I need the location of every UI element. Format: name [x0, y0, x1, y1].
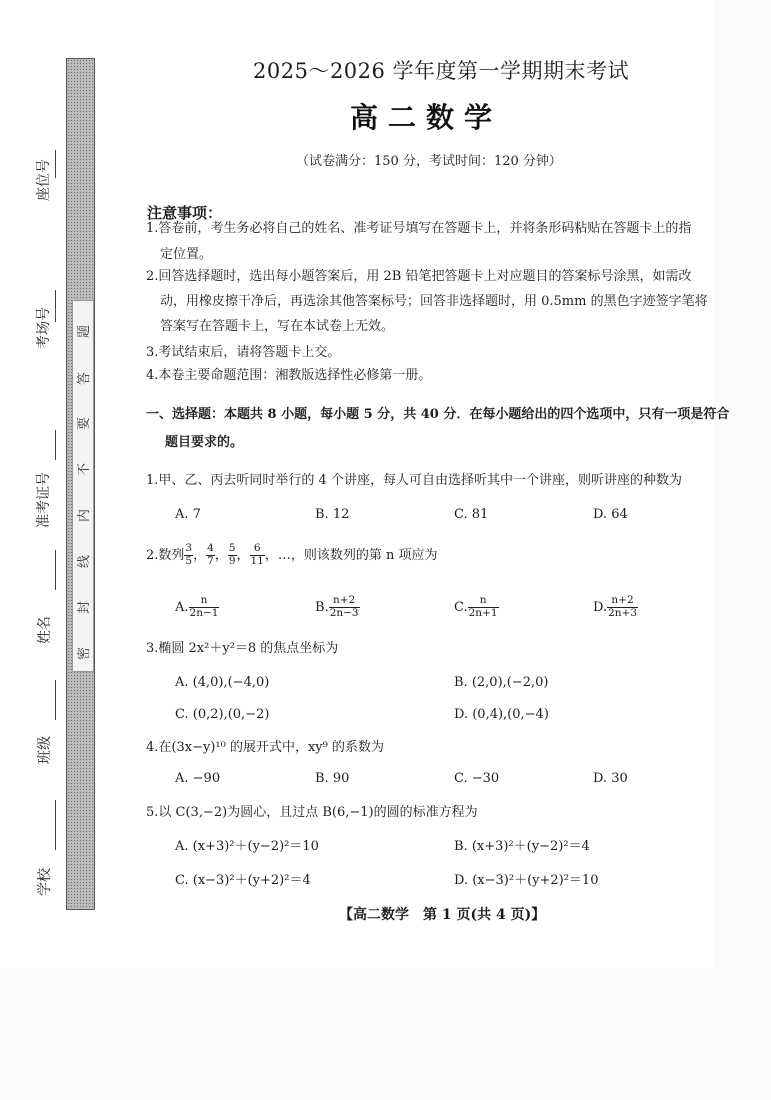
- q2-option-b-label: B.: [315, 599, 329, 615]
- binding-char: 封: [77, 601, 92, 615]
- binding-char: 题: [77, 325, 92, 339]
- q5-option-d: D. (x−3)²＋(y+2)²＝10: [454, 873, 599, 888]
- q2-term-4-num: 6: [250, 543, 265, 555]
- q2-option-b-frac: [329, 595, 360, 618]
- q2-term-3: [228, 543, 237, 566]
- q2-option-a-frac: [189, 595, 220, 618]
- room-number-line: [55, 290, 56, 322]
- name-line: [55, 550, 56, 590]
- notes-title: 注意事项：: [147, 204, 223, 222]
- q2-term-2-den: 7: [207, 554, 214, 567]
- q2-option-d-den: 2n+3: [608, 606, 638, 619]
- q2-option-d-frac: [607, 595, 638, 618]
- question-1-stem: 1.甲、乙、丙去听同时举行的 4 个讲座，每人可自由选择听其中一个讲座，则听讲座的种数为: [146, 473, 682, 488]
- q2-option-c-label: C.: [454, 599, 468, 615]
- binding-char: 内: [77, 509, 92, 523]
- binding-char: 要: [77, 417, 92, 431]
- question-3-stem: 3.椭圆 2x²＋y²＝8 的焦点坐标为: [146, 641, 339, 656]
- name-label: 姓名: [37, 616, 53, 644]
- admission-number-label: 准考证号: [36, 472, 52, 528]
- q5-option-c: C. (x−3)²＋(y+2)²＝4: [175, 873, 311, 888]
- q1-option-d: D. 64: [593, 507, 628, 522]
- q4-option-c: C. −30: [454, 771, 500, 786]
- page-footer: 【高二数学 第 1 页(共 4 页)】: [339, 907, 546, 923]
- q2-term-4: [250, 543, 265, 566]
- note-line: 2.回答选择题时，选出每小题答案后，用 2B 铅笔把答题卡上对应题目的答案标号涂黑，如需改: [146, 269, 692, 284]
- binding-char: 密: [77, 647, 92, 661]
- q4-option-b: B. 90: [315, 771, 350, 786]
- q2-option-d-num: n+2: [607, 595, 638, 607]
- q2-prefix: 2.数列: [146, 547, 185, 563]
- q2-term-2: [206, 543, 215, 566]
- seat-number-line: [55, 150, 56, 178]
- subject-title: 高二数学: [350, 101, 503, 134]
- q2-option-a-num: n: [189, 595, 220, 607]
- note-line: 动，用橡皮擦干净后，再选涂其他答案标号；回答非选择题时，用 0.5mm 的黑色字迹签字笔将: [160, 294, 708, 309]
- q1-option-c: C. 81: [454, 507, 489, 522]
- q2-suffix: ，…，则该数列的第 n 项应为: [264, 547, 438, 563]
- q2-option-c-den: 2n+1: [468, 606, 498, 619]
- room-number-label: 考场号: [36, 307, 52, 349]
- q1-option-b: B. 12: [315, 507, 350, 522]
- q2-term-3-num: 5: [228, 542, 236, 555]
- q2-option-b-num: n+2: [329, 595, 360, 607]
- q2-term-2-num: 4: [207, 542, 214, 555]
- q2-option-a-label: A.: [175, 599, 189, 615]
- q2-term-1: [184, 543, 193, 566]
- q5-option-b: B. (x+3)²＋(y−2)²＝4: [454, 839, 590, 854]
- q2-comma: ，: [214, 547, 228, 563]
- q5-option-a: A. (x+3)²＋(y−2)²＝10: [175, 839, 319, 854]
- question-4-stem: 4.在(3x−y)¹⁰ 的展开式中，xy⁹ 的系数为: [146, 740, 384, 755]
- q2-term-1-num: 3: [185, 542, 193, 555]
- q2-term-3-den: 9: [228, 554, 236, 567]
- q1-option-a: A. 7: [175, 507, 201, 522]
- q3-option-b: B. (2,0),(−2,0): [454, 675, 549, 690]
- binding-warning-box: [72, 300, 94, 672]
- exam-info: （试卷满分：150 分，考试时间：120 分钟）: [296, 154, 562, 169]
- question-5-stem: 5.以 C(3,−2)为圆心，且过点 B(6,−1)的圆的标准方程为: [146, 805, 478, 820]
- note-line: 1.答卷前，考生务必将自己的姓名、准考证号填写在答题卡上，并将条形码粘贴在答题卡上的指: [146, 221, 692, 236]
- q2-option-c-frac: [468, 595, 499, 618]
- q2-option-a-den: 2n−1: [189, 606, 219, 619]
- binding-char: 线: [77, 555, 92, 569]
- class-line: [55, 680, 56, 720]
- q4-option-a: A. −90: [175, 771, 221, 786]
- note-line: 答案写在答题卡上，写在本试卷上无效。: [160, 319, 395, 334]
- note-line: 4.本卷主要命题范围：湘教版选择性必修第一册。: [146, 368, 432, 383]
- q3-option-c: C. (0,2),(0,−2): [175, 707, 270, 722]
- admission-number-line: [55, 430, 56, 460]
- q2-option-d-label: D.: [593, 599, 608, 615]
- q2-option-c: [454, 592, 499, 622]
- question-2-stem: [146, 541, 438, 569]
- section-heading-cont: 题目要求的。: [165, 435, 244, 450]
- q2-comma: ，: [193, 547, 207, 563]
- seat-number-label: 座位号: [36, 159, 52, 201]
- binding-char: 不: [77, 463, 92, 477]
- q4-option-d: D. 30: [593, 771, 628, 786]
- q2-option-c-num: n: [468, 595, 499, 607]
- q3-option-a: A. (4,0),(−4,0): [175, 675, 270, 690]
- q2-option-d: [593, 592, 638, 622]
- q2-option-a: [175, 592, 219, 622]
- school-line: [55, 800, 56, 850]
- exam-title: 2025～2026 学年度第一学期期末考试: [253, 59, 630, 83]
- class-label: 班级: [37, 736, 53, 764]
- section-heading: 一、选择题：本题共 8 小题，每小题 5 分，共 40 分．在每小题给出的四个选项中，只有一项是符合: [146, 407, 730, 422]
- q3-option-d: D. (0,4),(0,−4): [454, 707, 549, 722]
- binding-char: 答: [77, 372, 92, 386]
- q2-term-4-den: 11: [250, 554, 264, 567]
- q2-option-b-den: 2n−3: [329, 606, 359, 619]
- note-line: 3.考试结束后，请将答题卡上交。: [146, 345, 341, 360]
- q2-comma: ，: [236, 547, 250, 563]
- q2-option-b: [315, 592, 360, 622]
- note-line: 定位置。: [160, 247, 213, 262]
- q2-term-1-den: 5: [185, 554, 193, 567]
- school-label: 学校: [37, 868, 53, 896]
